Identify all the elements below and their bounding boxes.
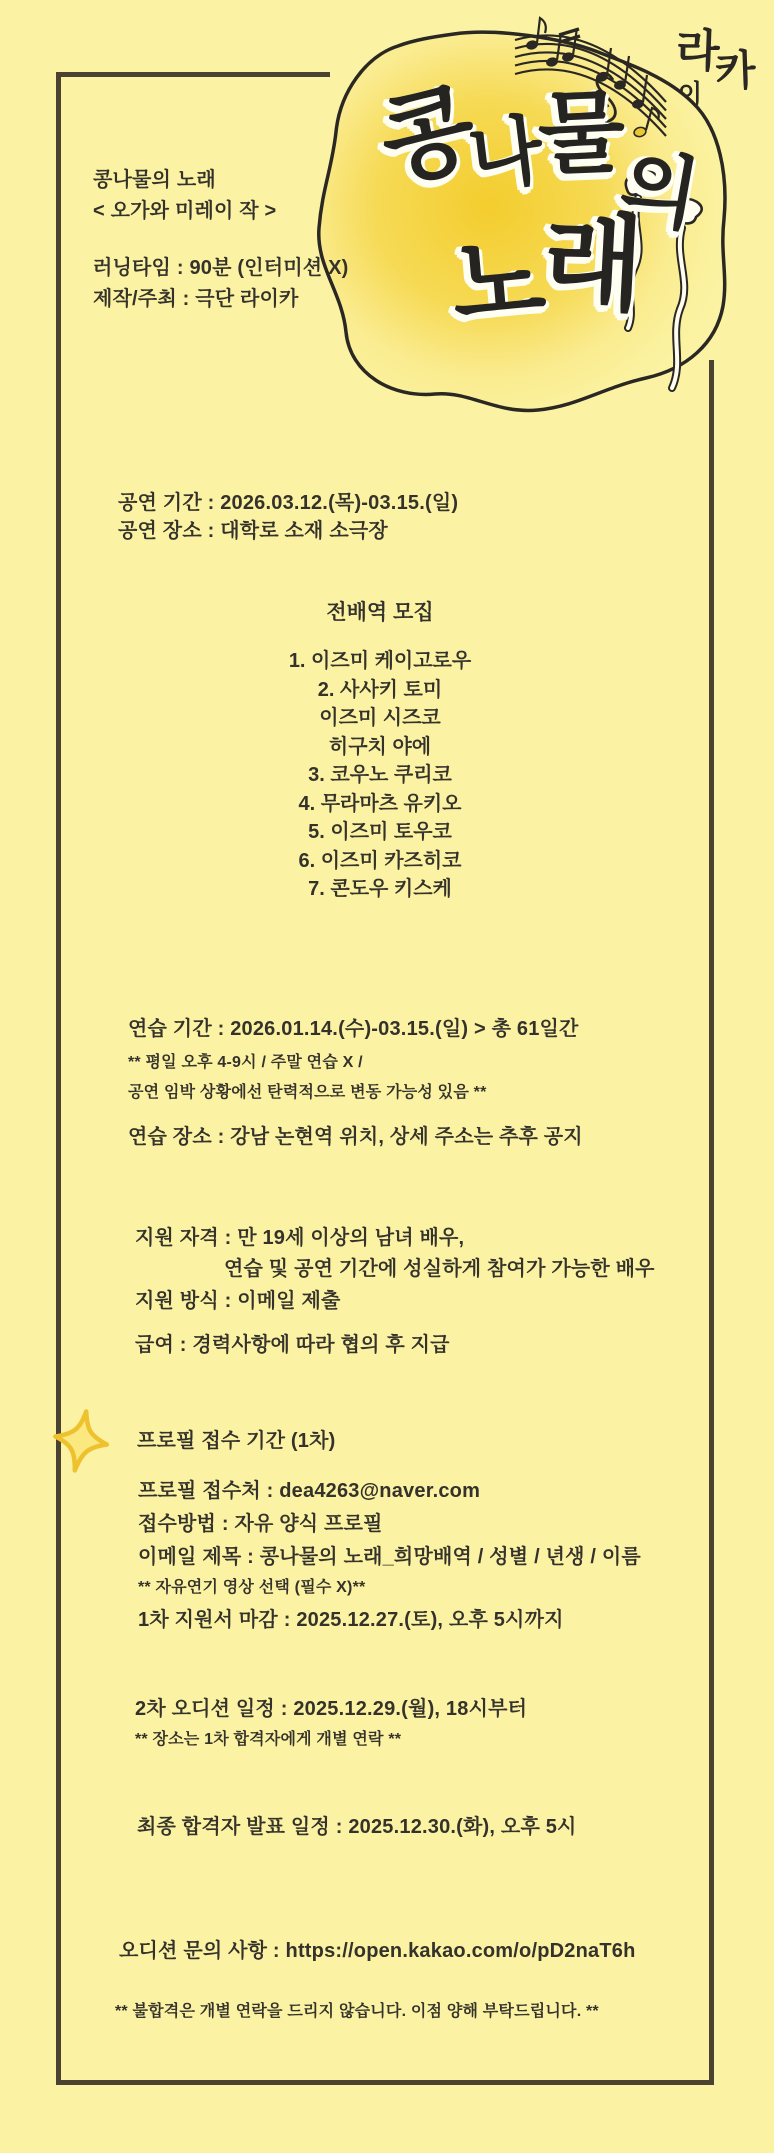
casting-role-list — [40, 647, 720, 904]
profile-period-heading: 프로필 접수 기간 (1차) — [137, 1430, 336, 1452]
author-text: < 오가와 미레이 작 > — [93, 200, 277, 222]
casting-role-item: 5. 이즈미 토우코 — [308, 821, 452, 843]
rehearsal-place-text: 연습 장소 : 강남 논현역 위치, 상세 주소는 추후 공지 — [128, 1126, 583, 1148]
profile-email-text: 프로필 접수처 : dea4263@naver.com — [138, 1480, 481, 1502]
pay-text: 급여 : 경력사항에 따라 협의 후 지급 — [135, 1334, 450, 1356]
qualification-text-2: 연습 및 공연 기간에 성실하게 참여가 가능한 배우 — [224, 1258, 655, 1280]
casting-role-item: 3. 코우노 쿠리코 — [308, 764, 452, 786]
performance-venue-text: 공연 장소 : 대학로 소재 소극장 — [118, 520, 388, 542]
title-char: 노 — [447, 225, 550, 340]
video-note-text: ** 자유연기 영상 선택 (필수 X)** — [138, 1579, 366, 1596]
casting-role-item: 4. 무라마츠 유키오 — [298, 792, 462, 815]
producer-text: 제작/주최 : 극단 라이카 — [93, 288, 299, 310]
laika-logo-char: 카 — [714, 46, 757, 95]
rejection-note-text: ** 불합격은 개별 연락을 드리지 않습니다. 이점 양해 부탁드립니다. ** — [115, 2003, 599, 2020]
frame-border-bottom — [56, 2080, 714, 2085]
sparkle-star-icon — [45, 1403, 118, 1479]
blob-title-line1 — [371, 72, 706, 242]
frame-border-top — [56, 72, 330, 77]
casting-role-item: 7. 콘도우 키스케 — [308, 878, 452, 900]
title-char: 의 — [614, 139, 706, 242]
rehearsal-period-text: 연습 기간 : 2026.01.14.(수)-03.15.(일) > 총 61일간 — [128, 1018, 579, 1040]
rehearsal-note2-text: 공연 임박 상황에선 탄력적으로 변동 가능성 있음 ** — [128, 1084, 487, 1101]
frame-border-left — [56, 72, 61, 2085]
rehearsal-note1-text: ** 평일 오후 4-9시 / 주말 연습 X / — [128, 1054, 363, 1071]
title-char: 물 — [536, 82, 627, 186]
title-char: 콩 — [371, 72, 486, 199]
casting-role-item: 2. 사사키 토미 — [317, 678, 443, 701]
audition2-schedule-text: 2차 오디션 일정 : 2025.12.29.(월), 18시부터 — [135, 1698, 528, 1720]
kakao-link-text[interactable]: 오디션 문의 사항 : https://open.kakao.com/o/pD2naT6h — [119, 1940, 636, 1962]
deadline-text: 1차 지원서 마감 : 2025.12.27.(토), 오후 5시까지 — [138, 1609, 564, 1631]
laika-logo-char: 이 — [678, 80, 703, 108]
title-char: 래 — [539, 203, 647, 325]
casting-role-item: 이즈미 시즈코 — [319, 707, 441, 729]
casting-role-item: 6. 이즈미 카즈히코 — [298, 849, 462, 872]
apply-method-text: 지원 방식 : 이메일 제출 — [135, 1290, 341, 1312]
title-char: 나 — [463, 107, 548, 202]
casting-role-item: 히구치 야에 — [328, 735, 432, 758]
email-subject-text: 이메일 제목 : 콩나물의 노래_희망배역 / 성별 / 년생 / 이름 — [138, 1546, 641, 1568]
blob-title-line2 — [447, 203, 647, 340]
qualification-text-1: 지원 자격 : 만 19세 이상의 남녀 배우, — [135, 1227, 465, 1249]
profile-format-text: 접수방법 : 자유 양식 프로필 — [138, 1513, 383, 1535]
performance-period-text: 공연 기간 : 2026.03.12.(목)-03.15.(일) — [118, 492, 459, 514]
casting-role-item: 1. 이즈미 케이고로우 — [288, 650, 472, 672]
final-announcement-text: 최종 합격자 발표 일정 : 2025.12.30.(화), 오후 5시 — [137, 1816, 577, 1838]
play-title-text: 콩나물의 노래 — [93, 169, 216, 191]
casting-heading: 전배역 모집 — [326, 601, 434, 624]
audition2-note-text: ** 장소는 1차 합격자에게 개별 연락 ** — [135, 1731, 402, 1748]
runtime-text: 러닝타임 : 90분 (인터미션 X) — [93, 257, 349, 279]
laika-logo-char: 라 — [675, 24, 721, 77]
